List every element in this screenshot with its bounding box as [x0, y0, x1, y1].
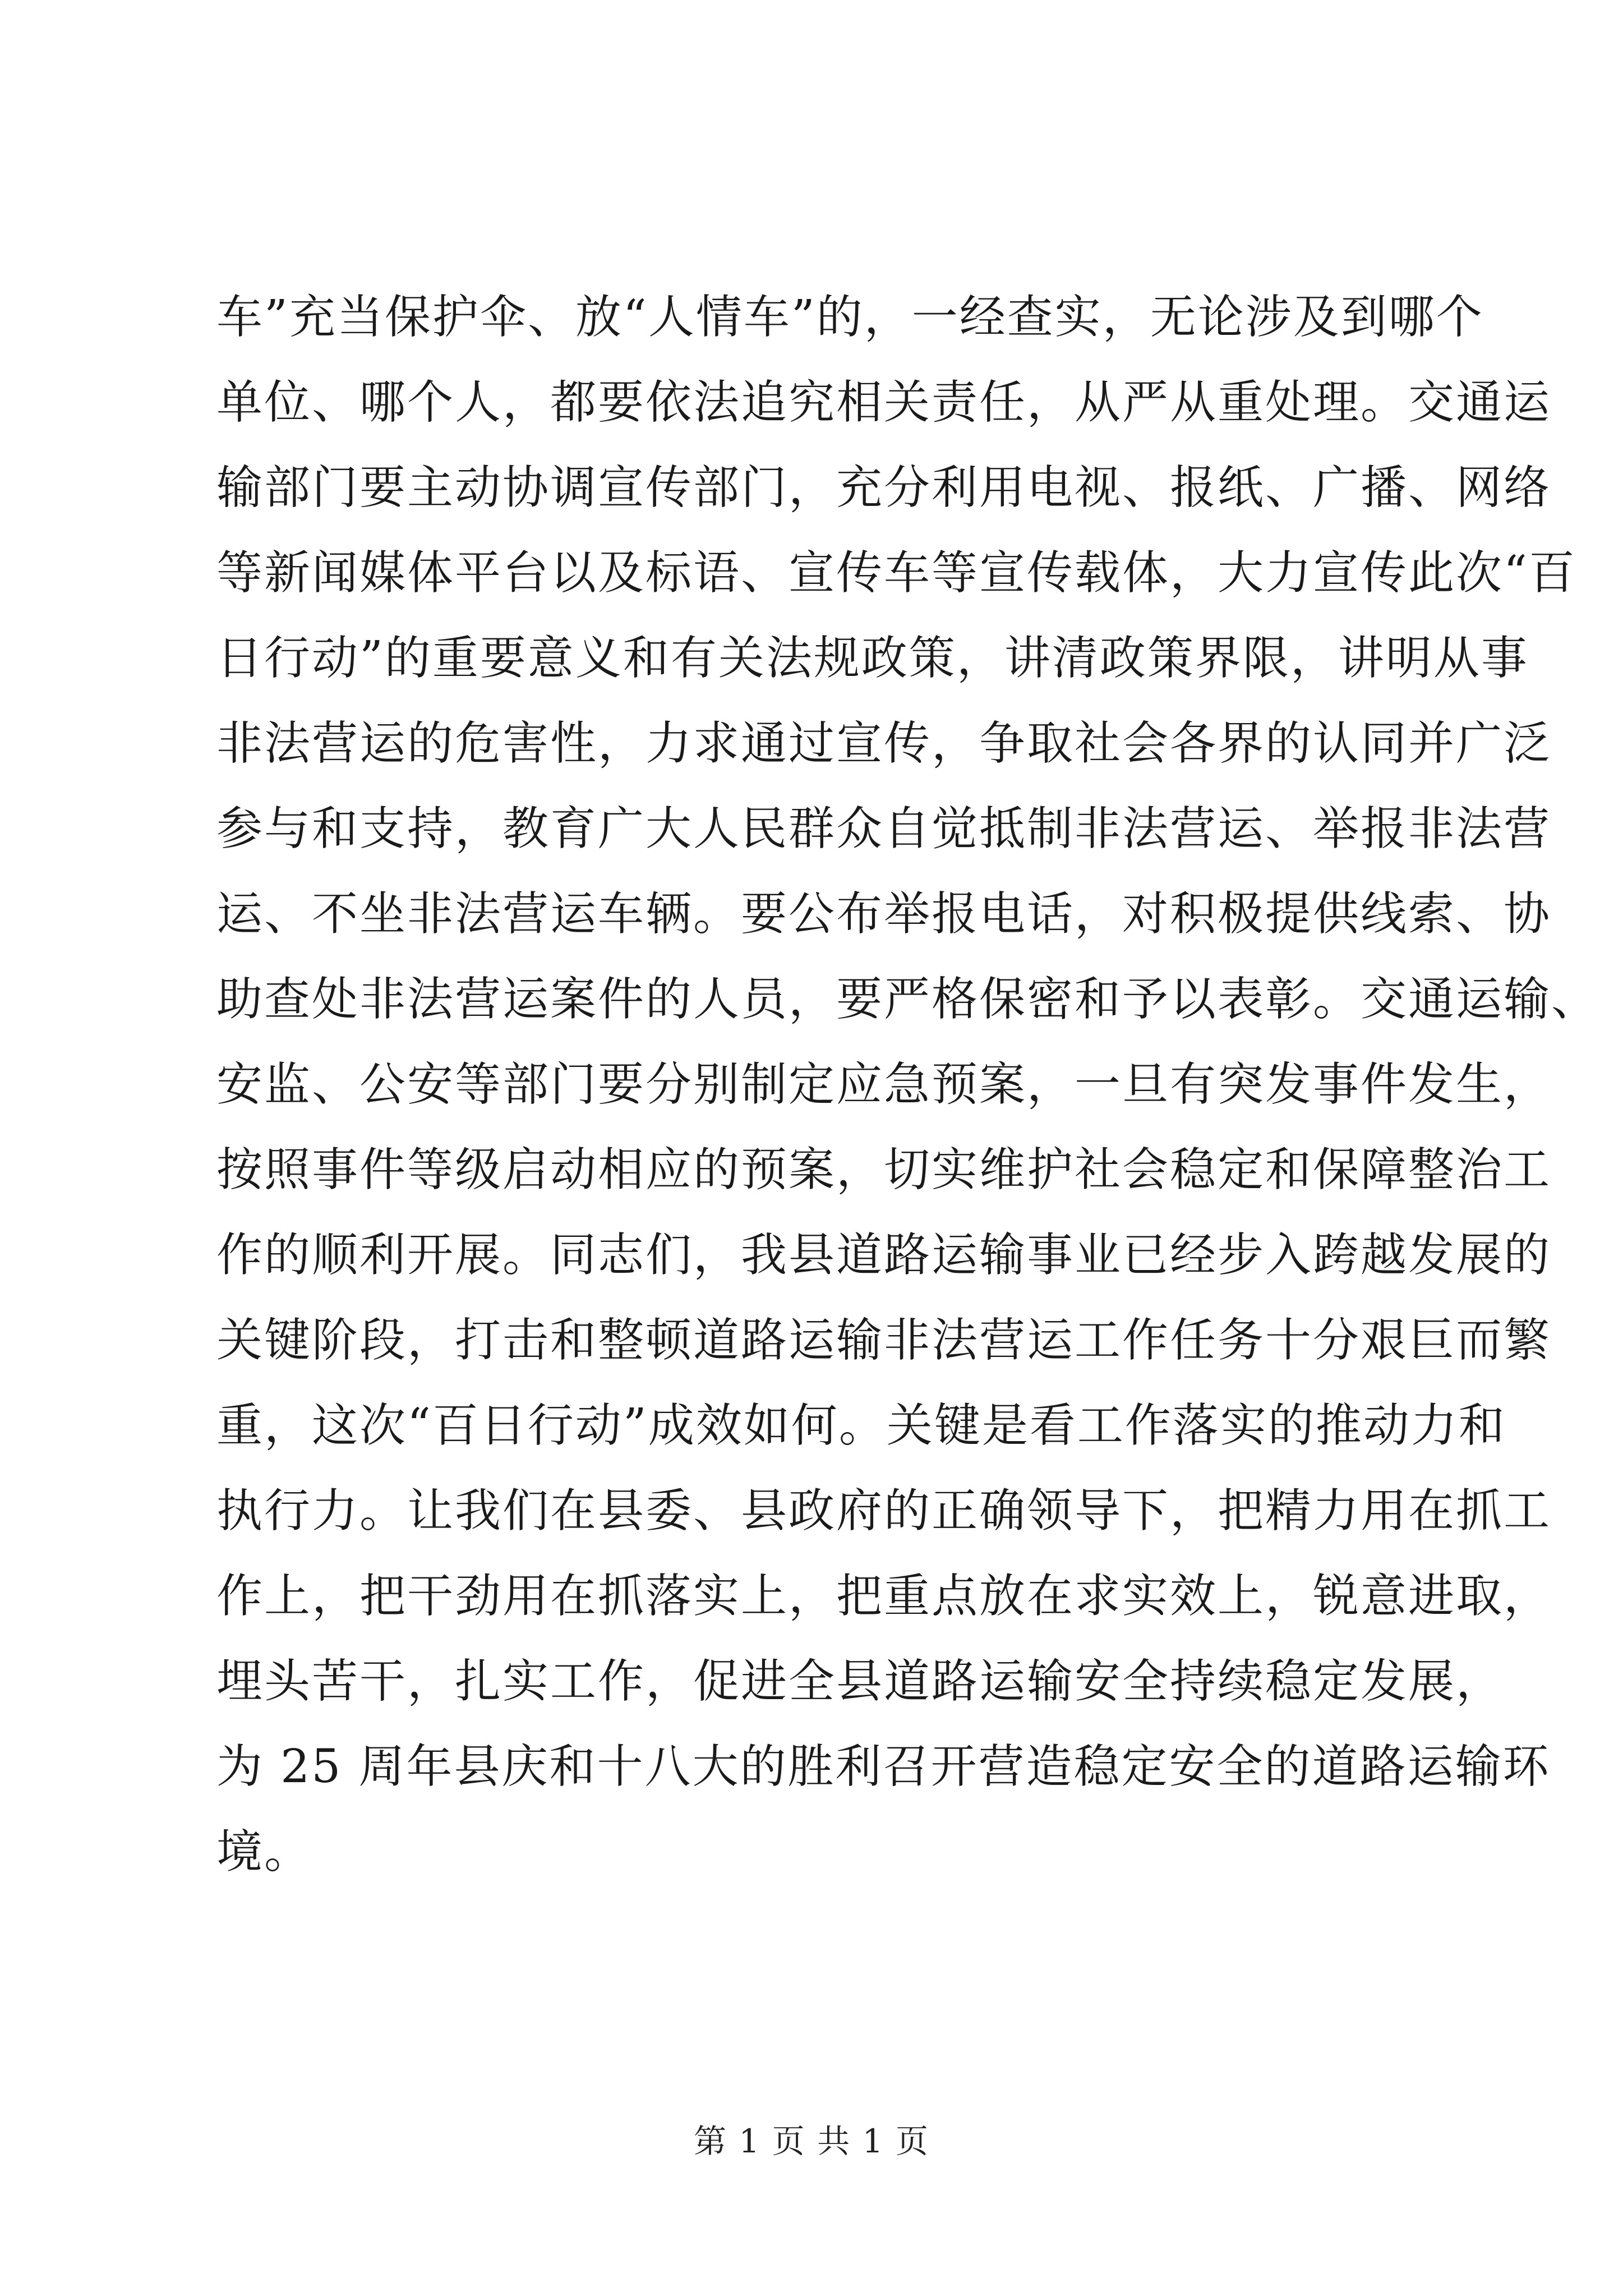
text-line: 日行动”的重要意义和有关法规政策，讲清政策界限，讲明从事	[216, 632, 1529, 685]
text-line: 境。	[216, 1825, 312, 1879]
text-line: 输部门要主动协调宣传部门，充分利用电视、报纸、广播、网络	[216, 461, 1552, 514]
text-line: 单位、哪个人，都要依法追究相关责任，从严从重处理。交通运	[216, 376, 1552, 429]
text-line: 作上，把干劲用在抓落实上，把重点放在求实效上，锐意进取，	[216, 1570, 1552, 1623]
text-line: 按照事件等级启动相应的预案，切实维护社会稳定和保障整治工	[216, 1143, 1552, 1197]
text-line: 参与和支持，教育广大人民群众自觉抵制非法营运、举报非法营	[216, 802, 1552, 855]
text-line: 非法营运的危害性，力求通过宣传，争取社会各界的认同并广泛	[216, 717, 1552, 770]
text-line: 助查处非法营运案件的人员，要严格保密和予以表彰。交通运输、	[216, 973, 1599, 1026]
text-line: 作的顺利开展。同志们，我县道路运输事业已经步入跨越发展的	[216, 1228, 1552, 1282]
text-line: 安监、公安等部门要分别制定应急预案，一旦有突发事件发生，	[216, 1058, 1552, 1111]
text-line: 等新闻媒体平台以及标语、宣传车等宣传载体，大力宣传此次“百	[216, 546, 1576, 600]
text-line: 为 25 周年县庆和十八大的胜利召开营造稳定安全的道路运输环	[216, 1740, 1551, 1793]
text-line: 车”充当保护伞、放“人情车”的，一经查实，无论涉及到哪个	[216, 291, 1484, 344]
text-line: 执行力。让我们在县委、县政府的正确领导下，把精力用在抓工	[216, 1484, 1552, 1538]
text-line: 埋头苦干，扎实工作，促进全县道路运输安全持续稳定发展，	[216, 1655, 1504, 1708]
text-line: 运、不坐非法营运车辆。要公布举报电话，对积极提供线索、协	[216, 887, 1552, 941]
body-text	[216, 275, 1599, 1895]
text-line: 重，这次“百日行动”成效如何。关键是看工作落实的推动力和	[216, 1399, 1506, 1452]
page-footer: 第 1 页 共 1 页	[694, 2122, 929, 2160]
text-line: 关键阶段，打击和整顿道路运输非法营运工作任务十分艰巨而繁	[216, 1314, 1552, 1367]
